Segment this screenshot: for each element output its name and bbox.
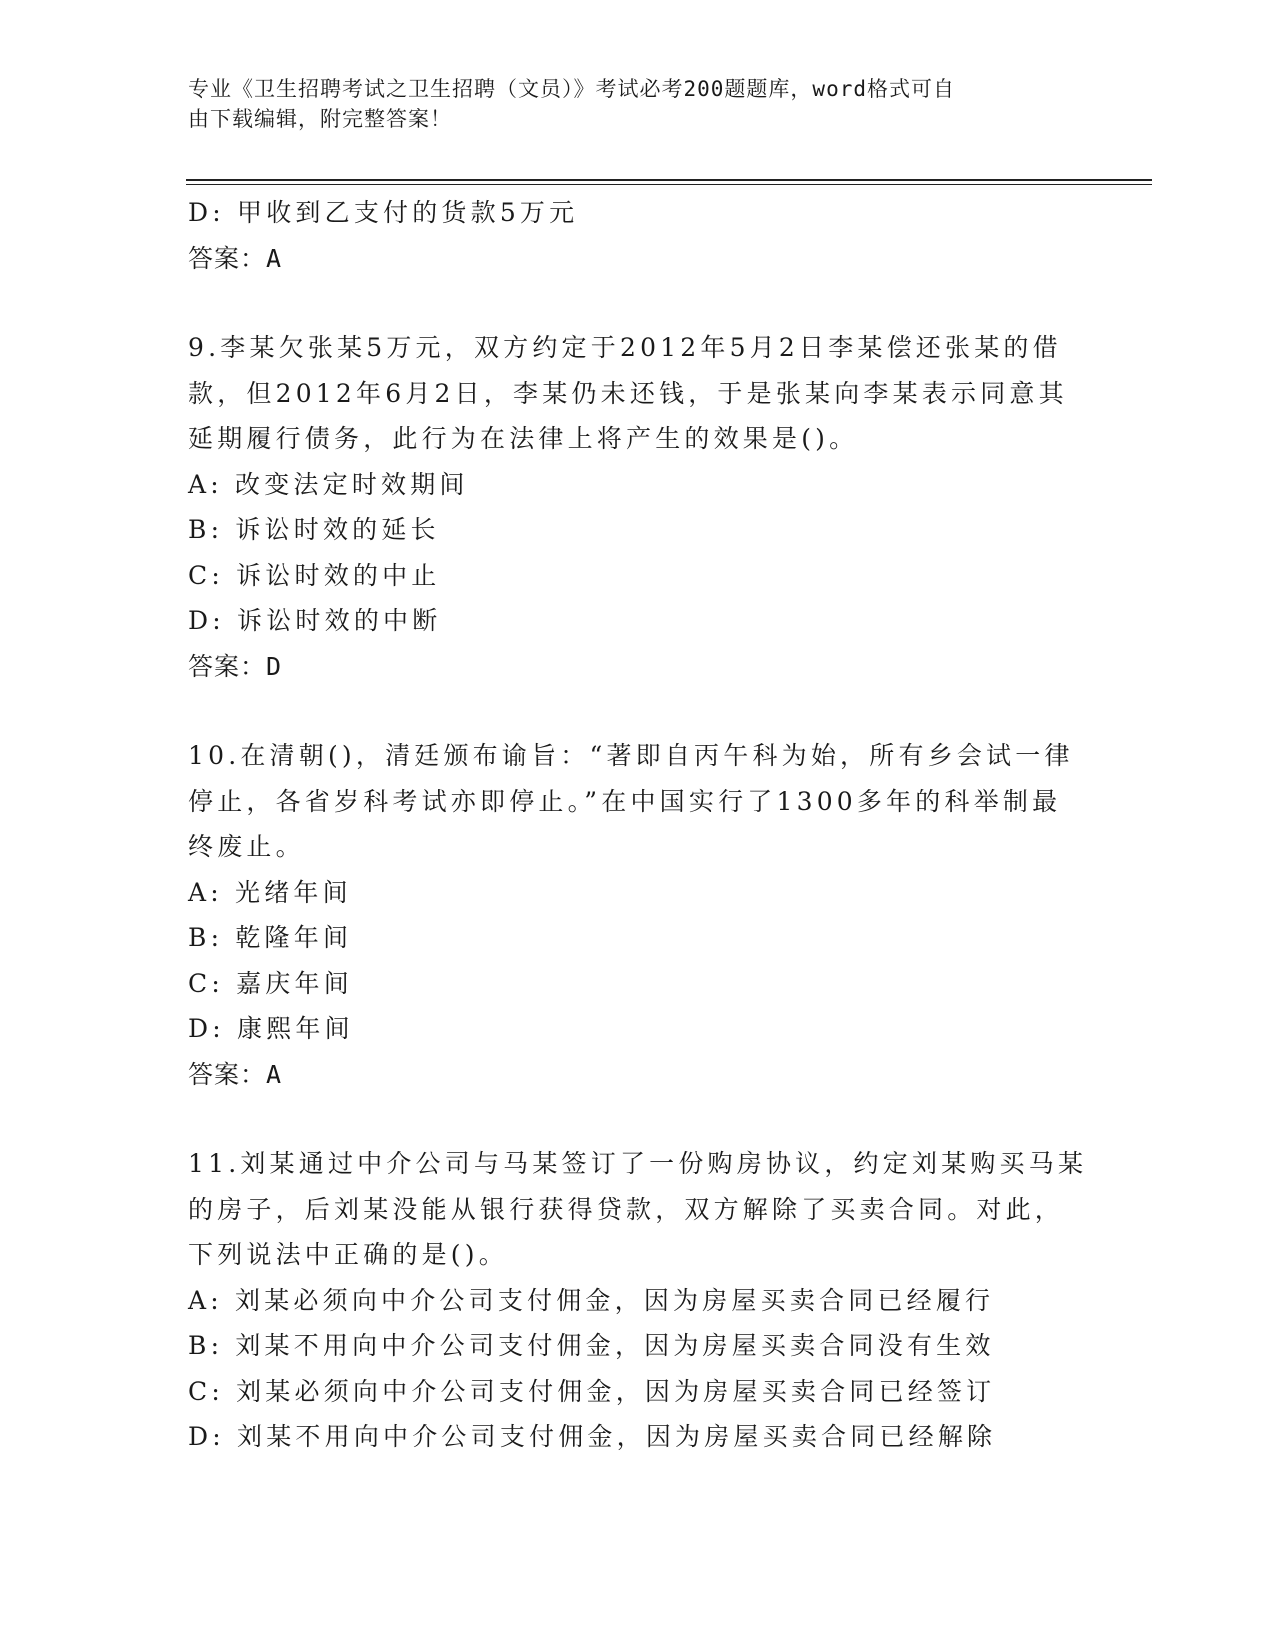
option-a: A: 光绪年间 (188, 877, 352, 907)
option-d: D: 甲收到乙支付的货款5万元 (188, 198, 579, 227)
question-text-line: 9.李某欠张某5万元，双方约定于2012年5月2日李某偿还张某的借 (188, 333, 1062, 362)
option-b: B: 刘某不用向中介公司支付佣金，因为房屋买卖合同没有生效 (188, 1331, 995, 1360)
header-line-2: 由下载编辑，附完整答案！ (188, 107, 452, 131)
question-text-line: 终废止。 (188, 832, 305, 861)
header-rule-thin (186, 184, 1152, 185)
answer-line: 答案：A (188, 1059, 283, 1089)
answer-line: 答案：D (188, 651, 283, 681)
option-c: C: 刘某必须向中介公司支付佣金，因为房屋买卖合同已经签订 (188, 1376, 996, 1406)
option-c: C: 诉讼时效的中止 (188, 560, 441, 590)
header-rule-thick (186, 179, 1152, 181)
document-body (188, 190, 1088, 1460)
question-11 (188, 1141, 1088, 1460)
question-text-line: 11.刘某通过中介公司与马某签订了一份购房协议，约定刘某购买马某 (188, 1149, 1088, 1178)
question-text-line: 延期履行债务，此行为在法律上将产生的效果是()。 (188, 424, 859, 453)
question-text-line: 款，但2012年6月2日，李某仍未还钱，于是张某向李某表示同意其 (188, 378, 1068, 408)
header-line-1: 专业《卫生招聘考试之卫生招聘（文员）》考试必考200题题库，word格式可自 (188, 77, 955, 101)
option-d: D: 诉讼时效的中断 (188, 606, 442, 635)
document-header (188, 74, 1068, 134)
option-c: C: 嘉庆年间 (188, 968, 353, 998)
question-text-line: 下列说法中正确的是()。 (188, 1240, 508, 1269)
question-text-line: 停止，各省岁科考试亦即停止。”在中国实行了1300多年的科举制最 (188, 786, 1062, 816)
question-10 (188, 733, 1088, 1097)
option-d: D: 康熙年间 (188, 1014, 354, 1043)
question-text-line: 10.在清朝()，清廷颁布谕旨：“著即自丙午科为始，所有乡会试一律 (188, 741, 1074, 770)
answer-line: 答案：A (188, 243, 283, 273)
previous-question-tail (188, 190, 1088, 281)
option-b: B: 乾隆年间 (188, 923, 353, 952)
option-a: A: 改变法定时效期间 (188, 469, 469, 499)
question-9 (188, 325, 1088, 689)
question-text-line: 的房子，后刘某没能从银行获得贷款，双方解除了买卖合同。对此， (188, 1194, 1065, 1224)
option-b: B: 诉讼时效的延长 (188, 515, 440, 544)
option-a: A: 刘某必须向中介公司支付佣金，因为房屋买卖合同已经履行 (188, 1285, 995, 1315)
option-d: D: 刘某不用向中介公司支付佣金，因为房屋买卖合同已经解除 (188, 1422, 997, 1451)
